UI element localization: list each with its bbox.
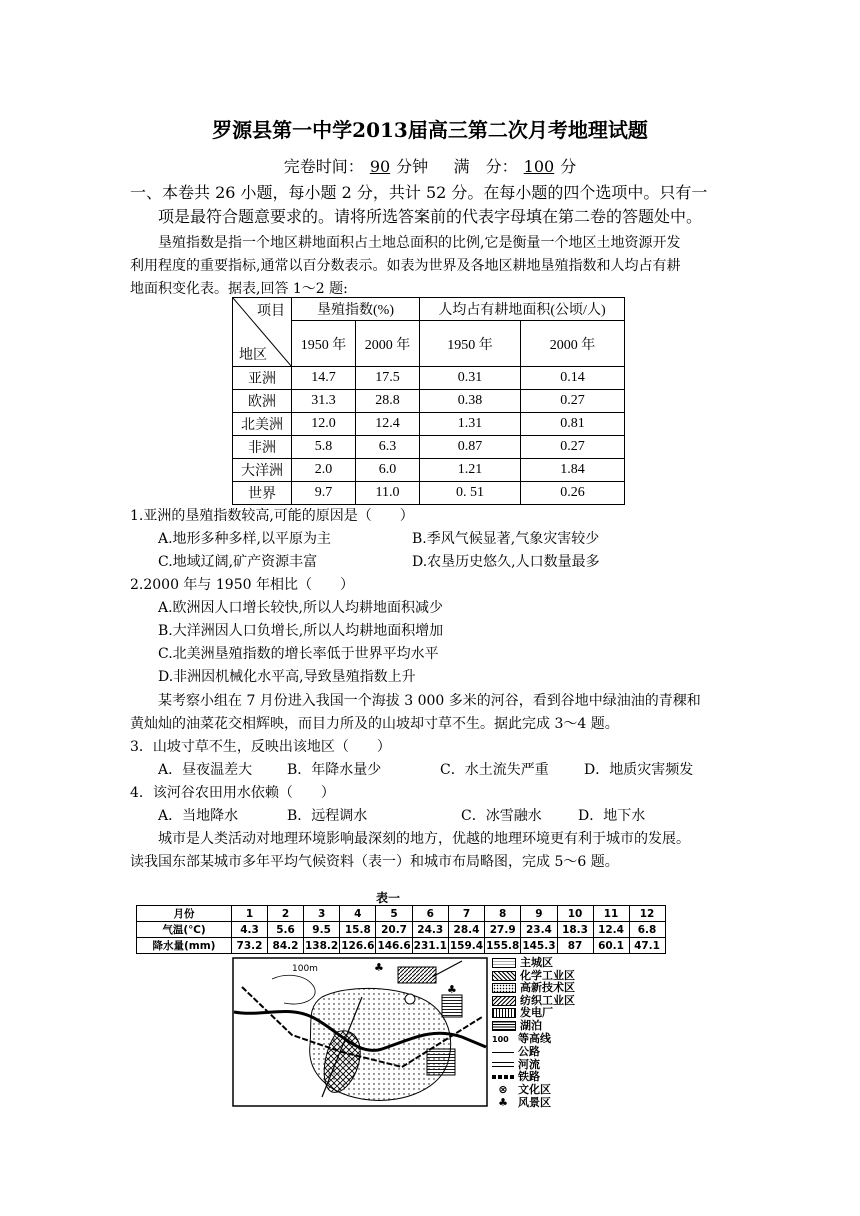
q2-option-b: B.大洋洲因人口负增长,所以人均耕地面积增加 [158, 623, 444, 639]
value-cell: 0.26 [521, 482, 625, 505]
region-cell: 亚洲 [233, 367, 292, 390]
value-cell: 1.84 [521, 459, 625, 482]
legend-swatch [492, 971, 516, 981]
climate-cell: 138.2 [305, 939, 339, 952]
climate-cell: 73.2 [232, 938, 268, 954]
section-instructions-line1: 一、本卷共 26 小题，每小题 2 分，共计 52 分。在每小题的四个选项中。只有一 [130, 183, 708, 202]
cultural-zone-marker [405, 994, 415, 1004]
climate-cell: 145.3 [522, 939, 556, 952]
q1-option-c: C.地域辽阔,矿产资源丰富 [158, 554, 318, 570]
q4-option-d: D．地下水 [578, 808, 646, 824]
legend-label: 等高线 [518, 1031, 551, 1045]
table-body [233, 367, 625, 505]
climate-table-caption: 表一 [376, 891, 401, 905]
climate-cell: 9.5 [304, 922, 340, 938]
value-cell: 31.3 [292, 390, 356, 413]
climate-cell: 28.4 [448, 922, 484, 938]
climate-cell: 1 [232, 906, 268, 922]
legend-label: 公路 [518, 1045, 540, 1059]
year-header: 1950 年 [292, 321, 356, 367]
value-cell: 0. 51 [420, 482, 521, 505]
climate-cell: 4 [340, 906, 376, 922]
climate-cell: 18.3 [557, 922, 593, 938]
q1-stem: 1.亚洲的垦殖指数较高,可能的原因是（ ） [130, 508, 414, 524]
climate-cell: 20.7 [376, 922, 412, 938]
q1-option-d: D.农垦历史悠久,人口数量最多 [412, 554, 600, 570]
climate-cell: 12 [629, 906, 665, 922]
city-map-svg [232, 957, 488, 1107]
value-cell: 1.31 [420, 413, 521, 436]
climate-table-body [137, 906, 666, 954]
climate-row [137, 938, 666, 954]
climate-cell: 126.6 [341, 939, 375, 952]
q2-option-d: D.非洲因机械化水平高,导致垦殖指数上升 [158, 669, 416, 685]
textile-zone [427, 1049, 455, 1075]
value-cell: 2.0 [292, 459, 356, 482]
climate-cell: 6 [412, 906, 448, 922]
table-row [233, 482, 625, 505]
table-row [233, 459, 625, 482]
table-row [233, 436, 625, 459]
value-cell: 28.8 [356, 390, 420, 413]
page-title: 罗源县第一中学2013届高三第二次月考地理试题 [212, 118, 648, 142]
legend-label: 铁路 [518, 1070, 540, 1084]
year-header: 2000 年 [356, 321, 420, 367]
q2-option-a: A.欧洲因人口增长较快,所以人均耕地面积减少 [158, 600, 444, 616]
value-cell: 0.31 [420, 367, 521, 390]
legend-label: 化学工业区 [520, 968, 575, 982]
group-header-per-capita: 人均占有耕地面积(公顷/人) [420, 298, 625, 321]
legend-label: 高新技术区 [520, 981, 575, 995]
map-legend [492, 957, 575, 1109]
climate-cell: 9 [521, 906, 557, 922]
q2-option-c: C.北美洲垦殖指数的增长率低于世界平均水平 [158, 646, 439, 662]
chemical-zone [398, 967, 436, 983]
scenic-area-marker: ♣ [447, 983, 457, 996]
climate-cell: 24.3 [412, 922, 448, 938]
score-unit: 分 [560, 157, 577, 176]
table-row [233, 367, 625, 390]
value-cell: 0.87 [420, 436, 521, 459]
value-cell: 11.0 [356, 482, 420, 505]
q1-option-b: B.季风气候显著,气象灾害较少 [412, 531, 600, 547]
q4-stem: 4．该河谷农田用水依赖（ ） [130, 785, 335, 801]
q3-option-d: D．地质灾害频发 [584, 762, 694, 778]
q3-option-c: C．水土流失严重 [440, 762, 549, 778]
contour-label: 100m [292, 964, 318, 974]
legend-swatch [492, 1008, 516, 1018]
legend-label: 湖泊 [520, 1018, 542, 1032]
region-cell: 北美洲 [233, 413, 292, 436]
intro1-line3: 地面积变化表。据表,回答 1～2 题: [130, 281, 348, 297]
climate-cell: 11 [593, 906, 629, 922]
region-cell: 欧洲 [233, 390, 292, 413]
time-label: 完卷时间： [283, 157, 364, 176]
q2-stem: 2.2000 年与 1950 年相比（ ） [130, 577, 354, 593]
climate-cell: 12.4 [593, 922, 629, 938]
climate-cell: 84.2 [268, 938, 304, 954]
climate-cell: 155.8 [486, 939, 520, 952]
value-cell: 6.3 [356, 436, 420, 459]
intro3-line2: 读我国东部某城市多年平均气候资料（表一）和城市布局略图，完成 5～6 题。 [130, 854, 619, 870]
value-cell: 9.7 [292, 482, 356, 505]
region-cell: 大洋洲 [233, 459, 292, 482]
climate-cell: 146.6 [377, 939, 411, 952]
intro3-line1: 城市是人类活动对地理环境影响最深刻的地方，优越的地理环境更有利于城市的发展。 [158, 831, 690, 847]
value-cell: 0.27 [521, 436, 625, 459]
legend-label: 河流 [518, 1057, 540, 1071]
climate-cell: 5.6 [268, 922, 304, 938]
climate-table [136, 905, 666, 954]
climate-row-label: 月份 [137, 906, 232, 922]
legend-label: 文化区 [518, 1082, 551, 1096]
climate-row [137, 922, 666, 938]
legend-swatch [492, 1052, 514, 1053]
value-cell: 1.21 [420, 459, 521, 482]
value-cell: 0.81 [521, 413, 625, 436]
q4-option-b: B．远程调水 [287, 808, 368, 824]
legend-swatch [492, 1062, 514, 1067]
scenic-area-icon: ♣ [498, 1095, 508, 1109]
legend-swatch [492, 1075, 514, 1079]
climate-row [137, 906, 666, 922]
time-value: 90 [369, 157, 391, 176]
climate-cell: 159.4 [449, 939, 484, 952]
power-plant [442, 995, 462, 1017]
climate-cell: 7 [448, 906, 484, 922]
climate-cell: 6.8 [629, 922, 665, 938]
climate-cell: 5 [376, 906, 412, 922]
score-label: 满 分： [453, 157, 518, 176]
climate-row-label: 降水量(mm) [137, 938, 232, 954]
climate-cell: 231.1 [413, 939, 447, 952]
city-layout-map [232, 957, 488, 1107]
value-cell: 17.5 [356, 367, 420, 390]
climate-cell: 60.1 [593, 938, 629, 954]
intro1-line2: 利用程度的重要指标,通常以百分数表示。如表为世界及各地区耕地垦殖指数和人均占有耕 [130, 258, 681, 274]
climate-cell: 23.4 [521, 922, 557, 938]
legend-swatch [492, 996, 516, 1006]
table-corner-cell [233, 298, 292, 367]
value-cell: 6.0 [356, 459, 420, 482]
value-cell: 12.0 [292, 413, 356, 436]
legend-swatch [492, 983, 516, 993]
time-unit: 分钟 [396, 157, 429, 176]
corner-bottom-label: 地区 [239, 348, 267, 363]
year-header: 1950 年 [420, 321, 521, 367]
region-cell: 世界 [233, 482, 292, 505]
legend-label: 风景区 [518, 1095, 551, 1109]
region-cell: 非洲 [233, 436, 292, 459]
score-value: 100 [523, 157, 555, 176]
legend-item [492, 1097, 575, 1110]
climate-row-label: 气温(℃) [137, 922, 232, 938]
climate-cell: 47.1 [629, 938, 665, 954]
exam-info [0, 154, 860, 177]
climate-cell: 87 [557, 938, 593, 954]
legend-label: 纺织工业区 [520, 993, 575, 1007]
group-header-reclamation: 垦殖指数(%) [292, 298, 420, 321]
intro1-line1: 垦殖指数是指一个地区耕地面积占土地总面积的比例,它是衡量一个地区土地资源开发 [158, 235, 681, 251]
value-cell: 0.38 [420, 390, 521, 413]
section-instructions-line2: 项是最符合题意要求的。请将所选答案前的代表字母填在第二卷的答题处中。 [158, 207, 703, 226]
q3-stem: 3．山坡寸草不生，反映出该地区（ ） [130, 739, 391, 755]
climate-cell: 8 [485, 906, 521, 922]
table-row [233, 413, 625, 436]
climate-cell: 3 [304, 906, 340, 922]
corner-top-label: 项目 [257, 304, 285, 319]
q4-option-c: C．冰雪融水 [461, 808, 542, 824]
q3-option-b: B．年降水量少 [287, 762, 382, 778]
intro2-line2: 黄灿灿的油菜花交相辉映，而目力所及的山坡却寸草不生。据此完成 3～4 题。 [130, 716, 619, 732]
legend-contour-tag: 100 [492, 1034, 509, 1044]
climate-cell: 27.9 [485, 922, 521, 938]
legend-label: 发电厂 [520, 1006, 553, 1020]
legend-label: 主城区 [520, 956, 553, 969]
value-cell: 14.7 [292, 367, 356, 390]
value-cell: 5.8 [292, 436, 356, 459]
legend-swatch [492, 958, 516, 968]
climate-cell: 10 [557, 906, 593, 922]
legend-swatch [492, 1021, 516, 1031]
scenic-area-marker: ♣ [374, 961, 384, 974]
value-cell: 0.14 [521, 367, 625, 390]
value-cell: 12.4 [356, 413, 420, 436]
table-row [233, 390, 625, 413]
q1-option-a: A.地形多种多样,以平原为主 [158, 531, 332, 547]
cultural-zone-icon: ⊗ [498, 1082, 508, 1096]
q4-option-a: A．当地降水 [158, 808, 239, 824]
value-cell: 0.27 [521, 390, 625, 413]
year-header: 2000 年 [521, 321, 625, 367]
farmland-table [232, 297, 625, 505]
climate-cell: 4.3 [232, 922, 268, 938]
climate-cell: 15.8 [340, 922, 376, 938]
intro2-line1: 某考察小组在 7 月份进入我国一个海拔 3 000 多米的河谷，看到谷地中绿油油的青稞和 [158, 693, 701, 709]
climate-cell: 2 [268, 906, 304, 922]
q3-option-a: A．昼夜温差大 [158, 762, 253, 778]
